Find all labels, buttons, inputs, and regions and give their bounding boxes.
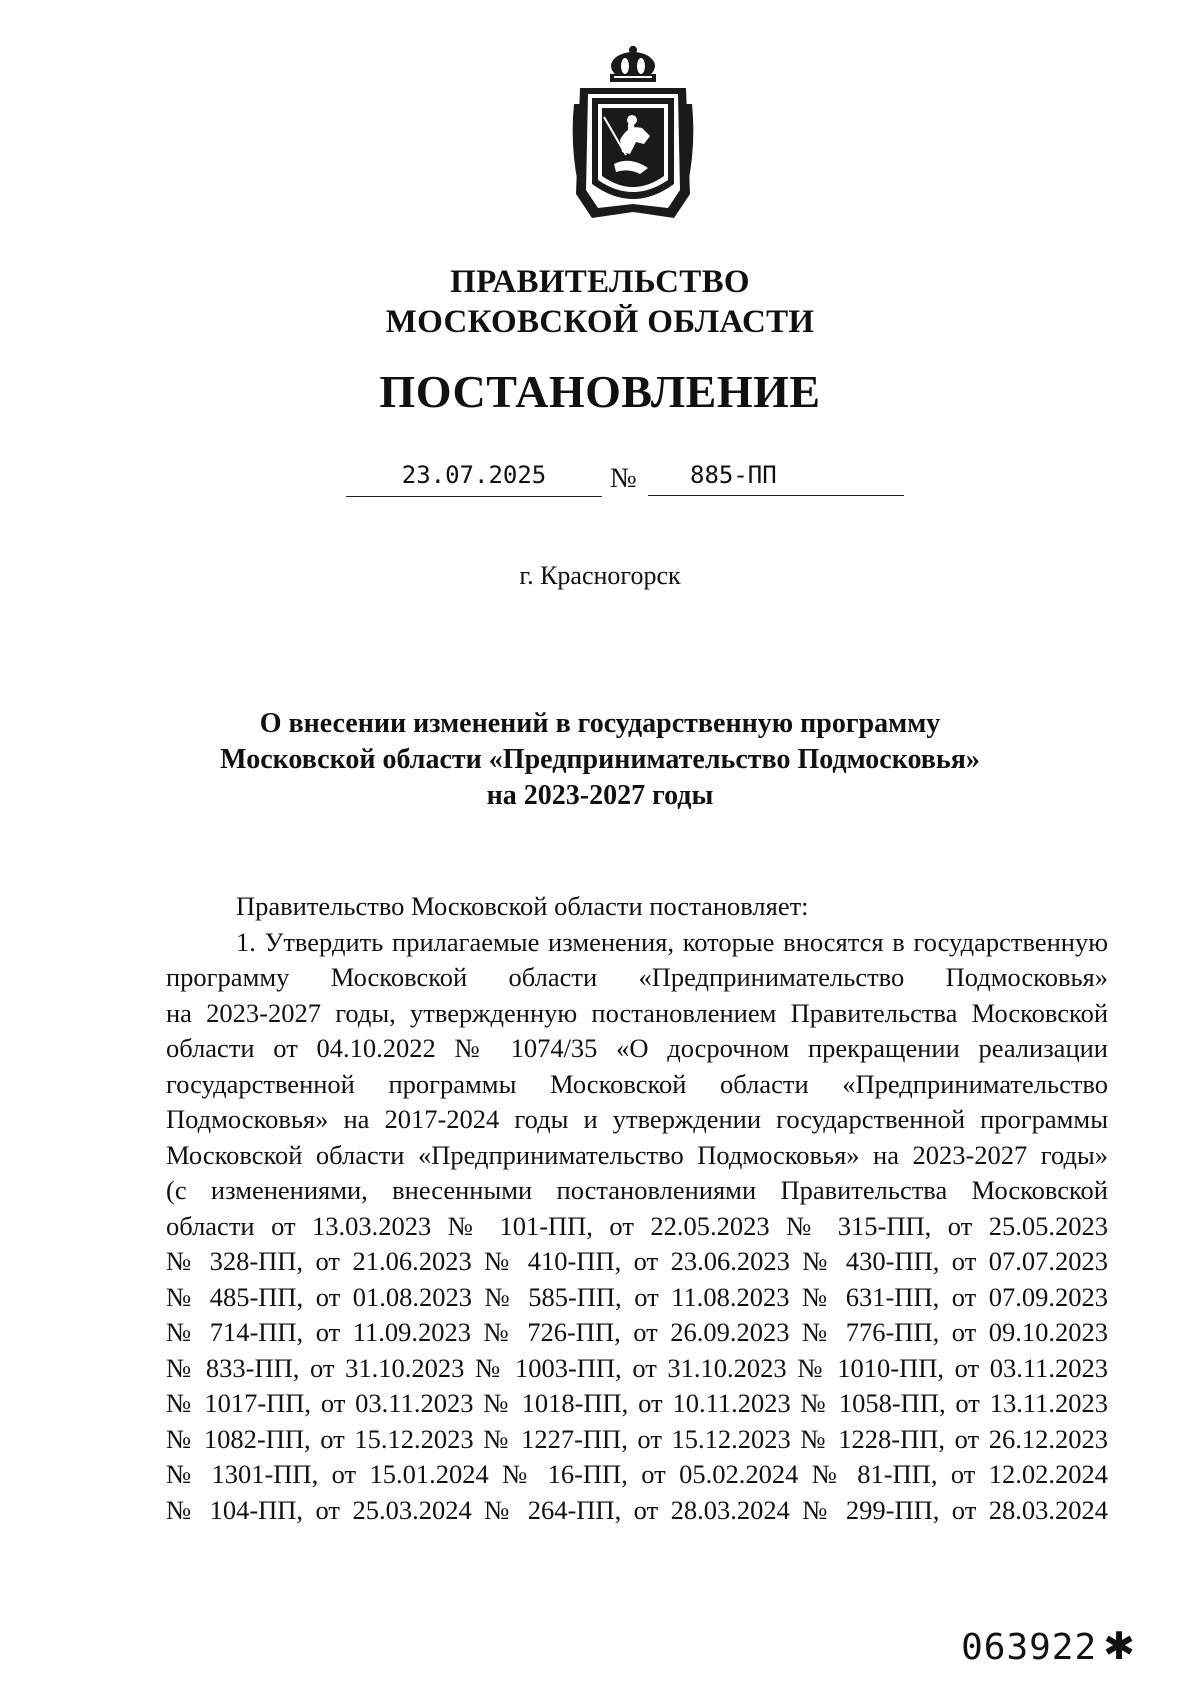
body-line: области от 04.10.2022 № 1074/35 «О досрочном прекращении реализации [166,1033,1108,1063]
date-number-row [346,458,906,498]
body-line: № 1301-ПП, от 15.01.2024 № 16-ПП, от 05.02.2024 № 81-ПП, от 12.02.2024 [166,1459,1108,1489]
body-text [166,889,1108,1528]
body-line: программу Московской области «Предпринимательство Подмосковья» [166,962,1108,992]
serial-number [961,1624,1136,1670]
document-subject [0,706,1200,814]
body-line: Московской области «Предпринимательство Подмосковья» на 2023-2027 годы» [166,1139,1108,1170]
body-line: № 328-ПП, от 21.06.2023 № 410-ПП, от 23.06.2023 № 430-ПП, от 07.07.2023 [166,1246,1108,1276]
body-line: № 833-ПП, от 31.10.2023 № 1003-ПП, от 31.10.2023 № 1010-ПП, от 03.11.2023 [166,1352,1108,1383]
body-line: государственной программы Московской области «Предпринимательство [166,1068,1108,1099]
subject-line-1: О внесении изменений в государственную программу [259,708,941,739]
issue-city: г. Красногорск [519,561,681,590]
body-line: № 104-ПП, от 25.03.2024 № 264-ПП, от 28.03.2024 № 299-ПП, от 28.03.2024 [166,1494,1108,1525]
org-name-line-2: МОСКОВСКОЙ ОБЛАСТИ [385,304,815,340]
subject-line-3: на 2023-2027 годы [486,780,714,811]
number-sign: № [610,463,637,494]
body-line: 1. Утвердить прилагаемые изменения, которые вносятся в государственную [236,926,1108,957]
coat-of-arms-emblem [570,44,696,224]
body-line: Правительство Московской области постановляет: [236,891,809,921]
document-date: 23.07.2025 [346,458,602,497]
org-name-line-1: ПРАВИТЕЛЬСТВО [450,264,750,300]
body-line: № 1017-ПП, от 03.11.2023 № 1018-ПП, от 10.11.2023 № 1058-ПП, от 13.11.2023 [166,1388,1108,1418]
government-name [0,262,1200,342]
body-line: № 1082-ПП, от 15.12.2023 № 1227-ПП, от 15.12.2023 № 1228-ПП, от 26.12.2023 [166,1423,1108,1454]
body-line: № 714-ПП, от 11.09.2023 № 726-ПП, от 26.09.2023 № 776-ПП, от 09.10.2023 [166,1317,1108,1347]
subject-line-2: Московской области «Предпринимательство Подмосковья» [220,744,980,775]
body-line: № 485-ПП, от 01.08.2023 № 585-ПП, от 11.08.2023 № 631-ПП, от 07.09.2023 [166,1281,1108,1312]
body-line: (с изменениями, внесенными постановлениями Правительства Московской [166,1175,1108,1205]
document-number: 885-ПП [648,458,904,496]
document-type-title: ПОСТАНОВЛЕНИЕ [379,366,821,417]
asterisk-icon: ✱ [1103,1624,1136,1668]
body-line: области от 13.03.2023 № 101-ПП, от 22.05.2023 № 315-ПП, от 25.05.2023 [166,1210,1108,1241]
body-line: Подмосковья» на 2017-2024 годы и утверждении государственной программы [166,1104,1108,1134]
body-line: на 2023-2027 годы, утвержденную постановлением Правительства Московской [166,997,1108,1028]
serial-number-text: 063922 [961,1627,1098,1668]
